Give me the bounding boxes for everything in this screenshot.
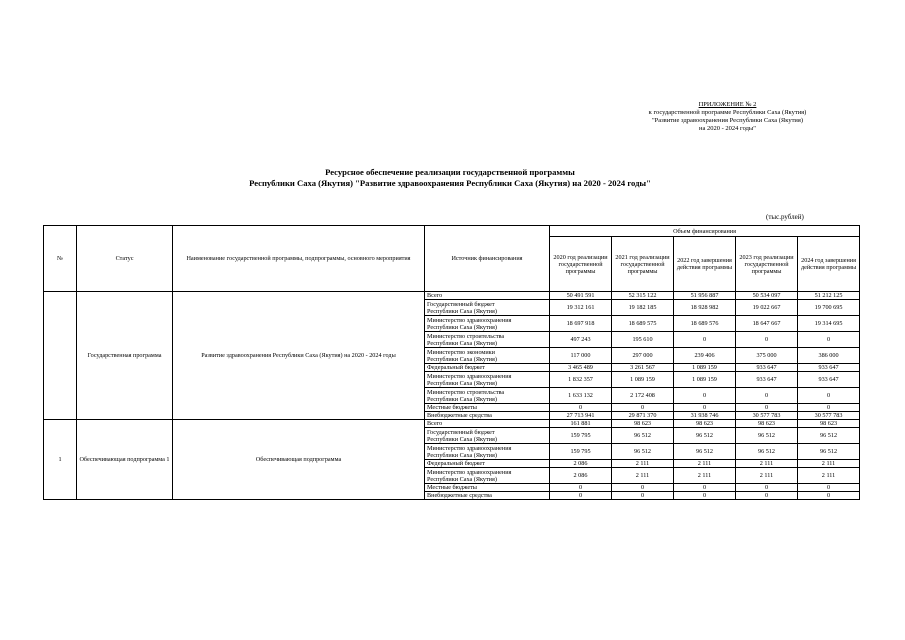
header-num: №	[44, 226, 77, 292]
funding-value: 0	[612, 404, 674, 412]
funding-source: Всего	[425, 292, 550, 300]
table-row	[44, 420, 860, 428]
funding-value: 239 406	[674, 348, 736, 364]
row-program-name: Развитие здравоохранения Республики Саха (Якутия) на 2020 - 2024 годы	[173, 292, 425, 420]
row-num	[44, 292, 77, 420]
funding-value: 96 512	[674, 444, 736, 460]
funding-source: Министерство здравоохранения Республики Саха (Якутия)	[425, 444, 550, 460]
funding-value: 159 795	[550, 444, 612, 460]
header-year: 2020 год реализации государственной программы	[550, 237, 612, 292]
funding-value: 0	[674, 332, 736, 348]
funding-value: 19 314 695	[798, 316, 860, 332]
appendix-block	[600, 101, 855, 133]
funding-value: 1 832 357	[550, 372, 612, 388]
funding-value: 0	[736, 492, 798, 500]
funding-value: 52 315 122	[612, 292, 674, 300]
funding-value: 96 512	[612, 428, 674, 444]
funding-value: 50 534 097	[736, 292, 798, 300]
funding-value: 2 111	[674, 460, 736, 468]
funding-source: Министерство строительства Республики Саха (Якутия)	[425, 332, 550, 348]
funding-source: Местные бюджеты	[425, 484, 550, 492]
funding-value: 2 111	[798, 468, 860, 484]
funding-value: 3 465 489	[550, 364, 612, 372]
funding-value: 0	[550, 492, 612, 500]
funding-value: 933 647	[798, 364, 860, 372]
funding-value: 19 182 185	[612, 300, 674, 316]
funding-value: 0	[798, 388, 860, 404]
funding-value: 51 956 887	[674, 292, 736, 300]
row-program-name: Обеспечивающая подпрограмма	[173, 420, 425, 500]
funding-value: 297 000	[612, 348, 674, 364]
funding-source: Министерство здравоохранения Республики Саха (Якутия)	[425, 468, 550, 484]
appendix-title: ПРИЛОЖЕНИЕ № 2	[698, 101, 757, 108]
funding-value: 50 491 591	[550, 292, 612, 300]
funding-value: 27 713 941	[550, 412, 612, 420]
table-row	[44, 292, 860, 300]
funding-value: 19 022 667	[736, 300, 798, 316]
funding-value: 96 512	[612, 444, 674, 460]
funding-value: 96 512	[674, 428, 736, 444]
funding-value: 96 512	[736, 444, 798, 460]
units-label: (тыс.рублей)	[766, 213, 804, 221]
funding-value: 18 689 575	[612, 316, 674, 332]
title-line: Ресурсное обеспечение реализации государственной программы	[325, 167, 575, 177]
funding-value: 2 086	[550, 468, 612, 484]
funding-value: 0	[674, 388, 736, 404]
title-line: Республики Саха (Якутия) "Развитие здравоохранения Республики Саха (Якутия) на 2020 - 2024 годы"	[249, 178, 651, 188]
funding-value: 0	[612, 492, 674, 500]
funding-source: Внебюджетные средства	[425, 492, 550, 500]
appendix-line: на 2020 - 2024 годы"	[699, 125, 756, 132]
funding-value: 0	[798, 404, 860, 412]
funding-value: 1 089 159	[612, 372, 674, 388]
funding-value: 0	[674, 404, 736, 412]
funding-value: 0	[674, 492, 736, 500]
funding-value: 19 312 161	[550, 300, 612, 316]
header-year: 2024 год завершения действия программы	[798, 237, 860, 292]
header-year: 2021 год реализации государственной программы	[612, 237, 674, 292]
funding-value: 0	[798, 484, 860, 492]
row-status: Государственная программа	[77, 292, 173, 420]
funding-value: 18 689 576	[674, 316, 736, 332]
funding-value: 1 633 132	[550, 388, 612, 404]
funding-value: 96 512	[736, 428, 798, 444]
funding-value: 0	[674, 484, 736, 492]
funding-value: 96 512	[798, 428, 860, 444]
funding-value: 2 111	[674, 468, 736, 484]
header-status: Статус	[77, 226, 173, 292]
funding-source: Федеральный бюджет	[425, 364, 550, 372]
funding-value: 0	[736, 404, 798, 412]
funding-value: 161 881	[550, 420, 612, 428]
funding-value: 98 623	[674, 420, 736, 428]
funding-value: 18 647 667	[736, 316, 798, 332]
document-title	[150, 167, 750, 189]
funding-value: 2 111	[736, 468, 798, 484]
funding-value: 195 610	[612, 332, 674, 348]
funding-source: Министерство экономики Республики Саха (Якутия)	[425, 348, 550, 364]
funding-value: 159 795	[550, 428, 612, 444]
row-status: Обеспечивающая подпрограмма 1	[77, 420, 173, 500]
table-body	[44, 292, 860, 500]
funding-value: 2 086	[550, 460, 612, 468]
funding-value: 933 647	[736, 372, 798, 388]
header-year: 2023 год реализации государственной программы	[736, 237, 798, 292]
funding-source: Министерство строительства Республики Саха (Якутия)	[425, 388, 550, 404]
appendix-line: "Развитие здравоохранения Республики Саха (Якутия)	[651, 117, 804, 124]
funding-value: 2 172 408	[612, 388, 674, 404]
funding-value: 1 089 159	[674, 372, 736, 388]
funding-value: 117 000	[550, 348, 612, 364]
funding-value: 98 623	[798, 420, 860, 428]
funding-source: Местные бюджеты	[425, 404, 550, 412]
funding-value: 51 212 125	[798, 292, 860, 300]
funding-value: 98 623	[736, 420, 798, 428]
row-num: 1	[44, 420, 77, 500]
funding-value: 497 243	[550, 332, 612, 348]
funding-source: Государственный бюджет Республики Саха (Якутия)	[425, 300, 550, 316]
funding-value: 2 111	[736, 460, 798, 468]
funding-value: 0	[736, 388, 798, 404]
funding-value: 29 871 370	[612, 412, 674, 420]
funding-value: 19 700 695	[798, 300, 860, 316]
header-volume: Объем финансирования	[550, 226, 860, 237]
funding-value: 96 512	[798, 444, 860, 460]
funding-value: 18 928 982	[674, 300, 736, 316]
funding-value: 0	[550, 484, 612, 492]
appendix-line: к государственной программе Республики Саха (Якутия)	[648, 109, 807, 116]
funding-value: 0	[736, 332, 798, 348]
header-source: Источник финансирования	[425, 226, 550, 292]
funding-source: Министерство здравоохранения Республики Саха (Якутия)	[425, 372, 550, 388]
funding-value: 3 261 567	[612, 364, 674, 372]
funding-value: 0	[798, 332, 860, 348]
funding-source: Государственный бюджет Республики Саха (Якутия)	[425, 428, 550, 444]
funding-value: 2 111	[798, 460, 860, 468]
funding-value: 1 089 159	[674, 364, 736, 372]
funding-value: 2 111	[612, 468, 674, 484]
funding-value: 98 623	[612, 420, 674, 428]
funding-source: Всего	[425, 420, 550, 428]
funding-source: Министерство здравоохранения Республики Саха (Якутия)	[425, 316, 550, 332]
funding-value: 375 000	[736, 348, 798, 364]
funding-value: 0	[612, 484, 674, 492]
funding-value: 30 577 783	[736, 412, 798, 420]
funding-source: Федеральный бюджет	[425, 460, 550, 468]
funding-value: 0	[550, 404, 612, 412]
funding-value: 0	[736, 484, 798, 492]
funding-value: 30 577 783	[798, 412, 860, 420]
funding-value: 933 647	[798, 372, 860, 388]
funding-value: 933 647	[736, 364, 798, 372]
funding-value: 31 938 746	[674, 412, 736, 420]
funding-source: Внебюджетные средства	[425, 412, 550, 420]
funding-value: 386 000	[798, 348, 860, 364]
financing-table	[43, 225, 860, 500]
funding-value: 0	[798, 492, 860, 500]
header-year: 2022 год завершения действия программы	[674, 237, 736, 292]
funding-value: 2 111	[612, 460, 674, 468]
funding-value: 18 697 918	[550, 316, 612, 332]
header-name: Наименование государственной программы, подпрограммы, основного мероприятия	[173, 226, 425, 292]
